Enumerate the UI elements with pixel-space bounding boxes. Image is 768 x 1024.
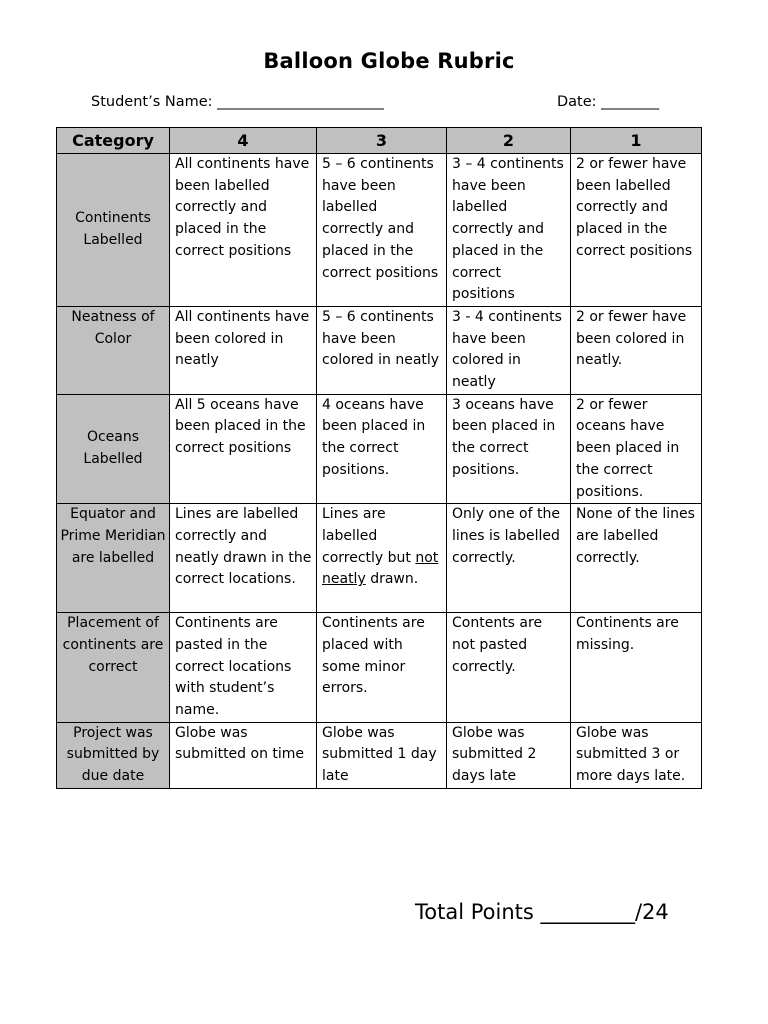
rubric-cell: Contents are not pasted correctly. [447, 613, 571, 723]
rubric-cell: 2 or fewer have been labelled correctly and placed in the correct positions [571, 154, 702, 307]
rubric-cell: 5 – 6 continents have been labelled correctly and placed in the correct positions [317, 154, 447, 307]
rubric-cell: All continents have been colored in neatly [170, 306, 317, 394]
category-cell: Equator and Prime Meridian are labelled [57, 504, 170, 613]
rubric-cell: Continents are missing. [571, 613, 702, 723]
table-row [57, 722, 702, 788]
category-cell: Neatness of Color [57, 306, 170, 394]
table-row [57, 613, 702, 723]
header-score-2: 2 [447, 128, 571, 154]
rubric-cell: 3 oceans have been placed in the correct positions. [447, 394, 571, 504]
table-row [57, 394, 702, 504]
category-cell: Placement of continents are correct [57, 613, 170, 723]
rubric-cell: 4 oceans have been placed in the correct positions. [317, 394, 447, 504]
date-field: Date: ________ [557, 94, 660, 110]
header-category: Category [57, 128, 170, 154]
page-title: Balloon Globe Rubric [263, 49, 515, 73]
rubric-cell: None of the lines are labelled correctly. [571, 504, 702, 613]
rubric-cell-text: drawn. [370, 571, 419, 588]
rubric-cell: Continents are pasted in the correct locations with student’s name. [170, 613, 317, 723]
rubric-cell: Lines are labelled correctly and neatly drawn in the correct locations. [170, 504, 317, 613]
rubric-cell: Globe was submitted 3 or more days late. [571, 722, 702, 788]
rubric-cell: 3 - 4 continents have been colored in neatly [447, 306, 571, 394]
category-cell: Project was submitted by due date [57, 722, 170, 788]
rubric-cell-text: Lines are labelled correctly but [322, 506, 411, 566]
underlined-text: not neatly [322, 549, 439, 588]
rubric-cell: Globe was submitted 1 day late [317, 722, 447, 788]
rubric-cell: 2 or fewer have been colored in neatly. [571, 306, 702, 394]
rubric-cell: Globe was submitted on time [170, 722, 317, 788]
rubric-table [56, 127, 702, 789]
rubric-cell: 5 – 6 continents have been colored in neatly [317, 306, 447, 394]
table-row [57, 504, 702, 613]
rubric-cell: Only one of the lines is labelled correctly. [447, 504, 571, 613]
rubric-cell [317, 504, 447, 613]
category-cell: Continents Labelled [57, 154, 170, 307]
rubric-cell: Globe was submitted 2 days late [447, 722, 571, 788]
rubric-cell: 3 – 4 continents have been labelled correctly and placed in the correct positions [447, 154, 571, 307]
rubric-cell: Continents are placed with some minor errors. [317, 613, 447, 723]
category-cell: Oceans Labelled [57, 394, 170, 504]
student-name-field: Student’s Name: _______________________ [91, 94, 384, 110]
total-points: Total Points _________/24 [415, 900, 669, 924]
header-score-1: 1 [571, 128, 702, 154]
rubric-cell: 2 or fewer oceans have been placed in the correct positions. [571, 394, 702, 504]
rubric-cell: All 5 oceans have been placed in the correct positions [170, 394, 317, 504]
header-score-4: 4 [170, 128, 317, 154]
header-score-3: 3 [317, 128, 447, 154]
table-row [57, 154, 702, 307]
table-row [57, 306, 702, 394]
rubric-cell: All continents have been labelled correctly and placed in the correct positions [170, 154, 317, 307]
header-row [57, 128, 702, 154]
